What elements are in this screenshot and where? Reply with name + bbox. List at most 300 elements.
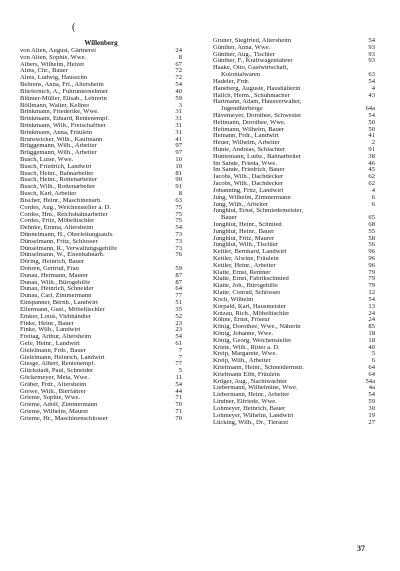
directory-entry — [213, 167, 375, 174]
entry-name: Einspanner, Bernh., Landwirt — [20, 300, 98, 307]
directory-entry — [20, 225, 182, 232]
entry-continuation — [213, 106, 375, 113]
entry-name: Dunau, Wilh., Bürogehilfe — [20, 279, 91, 286]
directory-entry — [20, 68, 182, 75]
entry-name: König, Georg, Weichensteller — [213, 337, 292, 344]
entry-name: Junghlut, Wilh., Tischler — [213, 242, 279, 249]
entry-name: Heuer, Wilhelm, Arbeiter — [213, 140, 280, 147]
entry-name: Jung, Wilhelm, Zimmermann — [213, 194, 291, 201]
house-number: 4 — [371, 85, 375, 92]
entry-name: Hunte, Andreas, Schlachter — [213, 147, 286, 153]
entry-name: Dunau, Carl, Zimmermann — [20, 293, 92, 300]
entry-name: Brüggemann, Wilh., Arbeiter — [20, 143, 97, 150]
entry-name: König, Dorothee, Wwe., Näherin — [213, 324, 301, 331]
house-number: 2 — [371, 140, 375, 147]
house-number: 91 — [175, 184, 182, 191]
entry-name: Jacobs, Wilh., Dachdecker — [213, 174, 284, 181]
house-number: 81 — [175, 170, 182, 177]
entry-name: Liebermann, Wilhelmine, Wwe. — [213, 385, 298, 392]
house-number: 67 — [175, 61, 182, 68]
house-number: 76 — [175, 252, 182, 259]
entry-name: Freitag, Arthur, Altersheim — [20, 334, 92, 341]
directory-entry — [213, 38, 375, 45]
house-number: 40 — [368, 344, 375, 351]
directory-entry — [213, 113, 375, 120]
house-number: 50 — [368, 126, 375, 133]
house-number: 79 — [368, 283, 375, 290]
entry-name: Cordes, Aug., Weichensteller a. D. — [20, 204, 112, 211]
house-number: 54 — [368, 392, 375, 399]
house-number: 79 — [368, 276, 375, 283]
house-number: 71 — [175, 395, 182, 402]
directory-entry — [20, 293, 182, 300]
directory-entry — [20, 259, 182, 266]
house-number: 87 — [175, 272, 182, 279]
directory-entry — [20, 75, 182, 82]
entry-name: Lohmeyer, Wilhelm, Landwirt — [213, 412, 294, 419]
entry-name: Haneberg, Auguste, Haushälterin — [213, 85, 301, 92]
house-number: 54 — [175, 334, 182, 341]
entry-name: Brinkmann, Friederike, Wwe. — [20, 109, 99, 116]
directory-entry — [20, 137, 182, 144]
entry-name: Alms, Chr., Bauer — [20, 68, 68, 75]
house-number: 68 — [368, 221, 375, 228]
house-number: 71 — [175, 409, 182, 416]
left-entries — [20, 48, 182, 423]
entry-name: Dunau, Hermann, Maurer — [20, 272, 89, 279]
entry-name: Dünselmann, W., Eisenbahnarb. — [20, 252, 105, 259]
directory-entry — [213, 270, 375, 277]
directory-entry — [213, 58, 375, 65]
house-number: 50 — [368, 119, 375, 126]
house-number: 75 — [175, 211, 182, 218]
entry-name: Finke, Wilh., Landwirt — [20, 327, 81, 334]
directory-entry — [20, 348, 182, 355]
directory-entry — [213, 99, 375, 106]
corner-mark: ( — [72, 22, 76, 33]
directory-entry — [20, 123, 182, 130]
directory-entry — [20, 212, 182, 219]
entry-continuation — [213, 72, 375, 79]
section-heading: Willenberg — [84, 39, 118, 47]
entry-continuation-text: Jugendherberge — [221, 106, 263, 113]
house-number: 43 — [368, 92, 375, 99]
house-number: 7 — [178, 347, 182, 354]
entry-name: Alms, Ludwig, Hausschn — [20, 75, 88, 82]
directory-entry — [213, 311, 375, 318]
house-number: 24 — [368, 317, 375, 324]
house-number: 24 — [368, 310, 375, 317]
directory-entry — [20, 157, 182, 164]
directory-entry — [20, 177, 182, 184]
directory-entry — [213, 52, 375, 59]
house-number: 97 — [175, 143, 182, 150]
directory-entry — [20, 280, 182, 287]
directory-entry — [20, 150, 182, 157]
directory-entry — [213, 229, 375, 236]
house-number: 6 — [371, 358, 375, 365]
entry-name: Emker, Louis, Viehhändler — [20, 313, 91, 320]
entry-name: Hemann, Frdr., Landwirt — [213, 133, 279, 140]
directory-entry — [213, 174, 375, 181]
directory-entry — [213, 79, 375, 86]
entry-name: von Alten, Sophie, Wwe. — [20, 54, 87, 61]
entry-name: Dünselmann, R., Verwaltungsgehilfe — [20, 245, 118, 252]
entry-name: Gräber, Frdr., Altersheim — [20, 381, 87, 388]
house-number: 40 — [175, 88, 182, 95]
house-number: 87 — [175, 279, 182, 286]
directory-entry — [213, 413, 375, 420]
house-number: 77 — [175, 361, 182, 368]
directory-entry — [20, 266, 182, 273]
entry-name: Kriefmann Elfn, Fräulein — [213, 371, 280, 378]
left-column — [20, 38, 182, 423]
house-number: 6 — [371, 194, 375, 201]
house-number: 73 — [175, 231, 182, 238]
entry-name: Im Sande, Frieda, Wwe. — [213, 160, 277, 167]
house-number: 73 — [175, 245, 182, 252]
directory-entry — [20, 409, 182, 416]
entry-name: Busch, Luise, Wwe. — [20, 157, 74, 163]
entry-name: Bliefernich, A., Fuhrunternehmer — [20, 88, 109, 95]
directory-entry — [20, 416, 182, 423]
house-number: 23 — [175, 327, 182, 334]
house-number: 38 — [368, 153, 375, 160]
entry-name: Behrens, Anna, Frl., Altersheim — [20, 82, 104, 89]
directory-entry — [213, 345, 375, 352]
entry-name: Junghlut, Ernst, Schmiedemeister, — [213, 208, 304, 215]
entry-name: Busch, Karl, Arbeiter — [20, 191, 77, 198]
house-number: 85 — [368, 324, 375, 331]
entry-name: Dohren, Gertrud, Frau — [20, 266, 79, 272]
entry-name: Lindner, Elfriede, Wwe. — [213, 399, 277, 406]
entry-name: Busch, Friedrich, Landwirt — [20, 163, 92, 170]
house-number: 19 — [368, 412, 375, 419]
entry-name: Gruner, Siegfried, Altersheim — [213, 38, 292, 44]
entry-name: Busch, Heinr., Bahnarbeiter — [20, 170, 94, 177]
directory-entry — [213, 195, 375, 202]
entry-name: Klatte, Conrad, Schlosser — [213, 290, 281, 297]
entry-name: Lücking, Wilh., Dr., Tierarzt — [213, 419, 289, 426]
entry-name: Liebermann, Heinr., Arbeiter — [213, 392, 290, 399]
entry-name: Korpald, Karl, Hausmeister — [213, 303, 286, 310]
entry-name: Günther, Anna, Wwe. — [213, 44, 271, 51]
entry-name: Kettler, Heinr., Arbeiter — [213, 262, 276, 269]
entry-name: Brinkmann, Anna, Fräulein — [20, 129, 93, 136]
house-number: 23 — [175, 320, 182, 327]
directory-entry — [20, 143, 182, 150]
entry-name: Lohmeyer, Heinrich, Bauer — [213, 405, 286, 412]
house-number: 31 — [175, 129, 182, 136]
entry-name: Hadeler, Frdr. — [213, 78, 250, 85]
entry-name: Grewe, Wilh., Bierfahrer — [20, 388, 86, 395]
page-number: 37 — [357, 544, 365, 553]
directory-entry — [20, 314, 182, 321]
entry-name: Hartmann, Adam, Hausverwalter, — [213, 99, 302, 106]
house-number: 54a — [365, 378, 375, 385]
directory-entry — [20, 96, 182, 103]
house-number: 97 — [175, 150, 182, 157]
house-number: 18 — [368, 330, 375, 337]
directory-entry — [213, 351, 375, 358]
house-number: 13 — [368, 303, 375, 310]
house-number: 41 — [175, 136, 182, 143]
directory-entry — [213, 304, 375, 311]
directory-entry — [20, 171, 182, 178]
house-number: 18 — [368, 337, 375, 344]
entry-name: Grieme, Hr., Maschinenschlosser — [20, 415, 108, 422]
entry-name: Jacobs, Wilh., Dachdecker — [213, 181, 284, 188]
entry-name: Junghlut, Heinr., Bauer — [213, 228, 275, 235]
entry-name: Kriete, Wilh., Ritter a. D. — [213, 344, 280, 351]
house-number: 64a — [365, 106, 375, 113]
entry-name: Brinkmann, Wilh., Freischaffner — [20, 122, 106, 129]
entry-name: Junghlut, Heinr., Schmied — [213, 221, 282, 228]
entry-name: Brunswicker, Wilh., Kaufmann — [20, 136, 103, 143]
directory-entry — [213, 93, 375, 100]
house-number: 8 — [178, 54, 182, 61]
entry-name: Dunau, Heinrich, Schneider — [20, 286, 94, 293]
house-number: 79 — [368, 269, 375, 276]
directory-entry — [20, 116, 182, 123]
house-number: 10 — [175, 163, 182, 170]
house-number: 90 — [175, 177, 182, 184]
entry-name: Junghlut, Fritz, Maurer — [213, 235, 275, 242]
entry-name: Heitmann, Dorothee, Wwe. — [213, 119, 286, 126]
directory-entry — [213, 188, 375, 195]
directory-entry — [213, 202, 375, 209]
directory-entry — [213, 249, 375, 256]
house-number: 5 — [371, 351, 375, 358]
entry-name: Klatte, Ernst, Rentner — [213, 269, 271, 276]
directory-entry — [20, 218, 182, 225]
house-number: 63 — [175, 197, 182, 204]
house-number: 35 — [175, 306, 182, 313]
entry-continuation — [213, 215, 375, 222]
entry-name: Kreip, Wilh., Arbeiter — [213, 358, 271, 365]
house-number: 59 — [175, 95, 182, 102]
directory-entry — [213, 147, 375, 154]
house-number: 31 — [175, 122, 182, 129]
entry-name: Kettler, Alwine, Fräulein — [213, 256, 279, 262]
directory-entry — [213, 276, 375, 283]
house-number: 62 — [368, 174, 375, 181]
house-number: 8 — [178, 191, 182, 198]
entry-name: Kriefmann, Heinr., Schneidermstr. — [213, 365, 304, 371]
directory-entry — [213, 392, 375, 399]
entry-name: Heitmann, Wilhelm, Bauer — [213, 126, 285, 133]
entry-name: Hallch, Herm., Schuhmacher — [213, 92, 290, 99]
house-number: 59 — [175, 266, 182, 272]
house-number: 7 — [178, 354, 182, 361]
house-number: 24 — [175, 48, 182, 54]
house-number: 93 — [368, 51, 375, 58]
directory-entry — [213, 365, 375, 372]
house-number: 46 — [368, 160, 375, 167]
house-number: 56 — [368, 242, 375, 249]
directory-entry — [213, 65, 375, 72]
directory-entry — [213, 297, 375, 304]
entry-name: Cordes, Fritz, Möbeltischler — [20, 218, 95, 225]
house-number: 70 — [175, 415, 182, 422]
directory-entry — [20, 286, 182, 293]
house-number: 51 — [175, 300, 182, 307]
directory-entry — [213, 290, 375, 297]
house-number: 6 — [371, 201, 375, 208]
house-number: 96 — [368, 262, 375, 269]
house-number: 11 — [175, 375, 182, 381]
directory-entry — [213, 331, 375, 338]
entry-name: Brinkmann, Eduard, Rentenempf. — [20, 116, 110, 123]
house-number: 54 — [175, 381, 182, 388]
house-number: 4 — [371, 187, 375, 194]
directory-entry — [213, 338, 375, 345]
directory-entry — [213, 45, 375, 52]
entry-name: Giesge, Albert, Rentenempf. — [20, 361, 96, 368]
house-number: 10 — [175, 157, 182, 163]
house-number: 58 — [368, 235, 375, 242]
entry-name: Gielelmann, Frdr., Bauer — [20, 347, 86, 354]
directory-entry — [20, 402, 182, 409]
entry-name: Dehnke, Emma, Altersheim — [20, 225, 94, 232]
directory-entry — [20, 184, 182, 191]
right-entries — [213, 38, 375, 426]
directory-entry — [213, 283, 375, 290]
house-number: 73 — [175, 238, 182, 245]
house-number: 54 — [368, 78, 375, 85]
entry-name: Koch, Wilhelm — [213, 296, 254, 303]
directory-entry — [213, 372, 375, 379]
entry-name: Grieme, Adolf, Zimmermann — [20, 402, 98, 409]
house-number: 75 — [175, 204, 182, 211]
entry-continuation-text: Bauer — [221, 215, 237, 222]
directory-entry — [20, 321, 182, 328]
directory-entry — [20, 62, 182, 69]
directory-entry — [213, 120, 375, 127]
directory-entry — [213, 317, 375, 324]
directory-entry — [20, 375, 182, 382]
entry-name: Günther, F., Kraftwagenfahrer — [213, 58, 293, 65]
directory-entry — [213, 379, 375, 386]
entry-name: Grieme, Wilhelm, Maurer — [20, 409, 89, 416]
directory-entry — [20, 103, 182, 110]
house-number: 72 — [175, 68, 182, 75]
entry-name: Böllmann, Walter, Kellner — [20, 102, 90, 109]
house-number: 3 — [178, 102, 182, 109]
house-number: 64 — [368, 371, 375, 378]
entry-name: Busch, Heinr., Rottenarbeiter — [20, 177, 98, 184]
directory-entry — [20, 382, 182, 389]
entry-name: Krüger, Aug., Nachtwächter — [213, 378, 288, 385]
directory-entry — [20, 205, 182, 212]
entry-name: Gielelmann, Heinrich, Landwirt — [20, 354, 105, 361]
directory-entry — [20, 307, 182, 314]
entry-name: Kettler, Bernhard, Landwirt — [213, 249, 287, 256]
house-number: 63 — [368, 72, 375, 79]
house-number: 12 — [368, 290, 375, 297]
house-number: 52 — [175, 313, 182, 320]
directory-entry — [20, 327, 182, 334]
house-number: 65 — [368, 215, 375, 222]
house-number: 77 — [175, 293, 182, 300]
directory-entry — [213, 242, 375, 249]
directory-entry — [20, 109, 182, 116]
directory-entry — [20, 130, 182, 137]
entry-name: von Alten, August, Gärtnerei — [20, 48, 96, 54]
directory-entry — [213, 256, 375, 263]
house-number: 5 — [178, 368, 182, 375]
house-number: 31 — [175, 109, 182, 116]
house-number: 96 — [368, 249, 375, 256]
entry-name: Dünnelmann, H., Oberleitungsaufs. — [20, 231, 114, 238]
house-number: 44 — [175, 388, 182, 395]
directory-entry — [20, 395, 182, 402]
entry-name: König, Johanne, Wwe. — [213, 330, 274, 337]
directory-entry — [213, 263, 375, 270]
house-number: 93 — [368, 44, 375, 51]
house-number: 62 — [368, 181, 375, 188]
entry-name: Haake, Otto, Gastwirtschaft, — [213, 65, 289, 72]
entry-name: Finke, Heinr., Bauer — [20, 320, 74, 327]
directory-entry — [213, 385, 375, 392]
directory-entry — [213, 406, 375, 413]
entry-name: Göckemeyer, Meta, Wwe. — [20, 375, 90, 381]
directory-entry — [213, 161, 375, 168]
directory-entry — [20, 252, 182, 259]
entry-name: Günther, Aug., Tischler — [213, 51, 275, 58]
entry-name: Klatte, Ernst, Fabrikschmied — [213, 276, 289, 283]
directory-entry — [20, 191, 182, 198]
directory-entry — [20, 164, 182, 171]
house-number: 64 — [175, 286, 182, 293]
directory-entry — [213, 222, 375, 229]
directory-entry — [213, 140, 375, 147]
entry-name: Cordes, Hm., Reichsbahnarbeiter — [20, 211, 108, 218]
house-number: 54 — [175, 225, 182, 232]
house-number: 54 — [175, 82, 182, 89]
entry-name: Klatte, Joh., Bürogehilfe — [213, 283, 279, 290]
house-number: 31 — [175, 116, 182, 123]
house-number: 93 — [368, 58, 375, 65]
directory-entry — [20, 300, 182, 307]
entry-name: Im Sande, Friedrich, Bauer — [213, 167, 285, 174]
house-number: 54 — [368, 296, 375, 303]
directory-entry — [213, 236, 375, 243]
house-number: 64 — [368, 365, 375, 371]
house-number: 61 — [175, 340, 182, 347]
entry-name: Kreip, Margarete, Wwe. — [213, 351, 278, 358]
directory-entry — [20, 368, 182, 375]
house-number: 72 — [175, 75, 182, 82]
house-number: 54 — [368, 38, 375, 44]
house-number: 70 — [175, 402, 182, 409]
entry-name: Döring, Heinrich, Bauer — [20, 259, 85, 266]
entry-name: Glückstadt, Paul, Schneider — [20, 368, 94, 375]
entry-name: Gefe, Heinr., Landwirt — [20, 340, 80, 347]
directory-entry — [20, 389, 182, 396]
house-number: 75 — [175, 218, 182, 225]
directory-entry — [213, 324, 375, 331]
house-number: 55 — [368, 228, 375, 235]
directory-entry — [20, 341, 182, 348]
entry-continuation-text: Kolonialwaren — [221, 72, 261, 79]
right-column — [213, 38, 375, 426]
directory-entry — [20, 239, 182, 246]
directory-entry — [213, 127, 375, 134]
directory-entry — [213, 420, 375, 427]
directory-entry — [20, 48, 182, 55]
directory-entry — [20, 355, 182, 362]
